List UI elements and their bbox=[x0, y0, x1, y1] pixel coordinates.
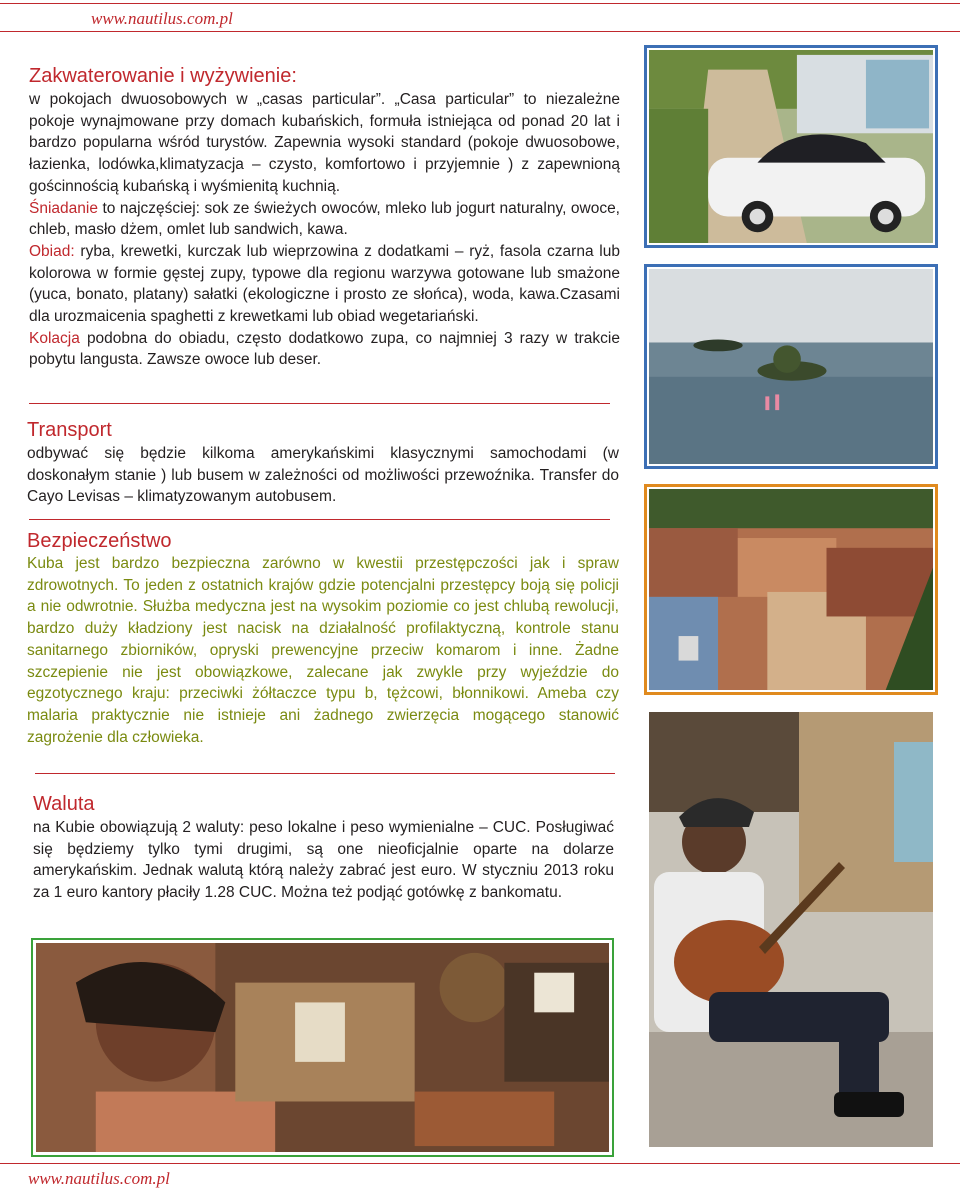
section-divider bbox=[29, 403, 610, 404]
safety-heading: Bezpieczeństwo bbox=[27, 530, 172, 552]
currency-text: na Kubie obowiązują 2 waluty: peso lokalne i peso wymienialne – CUC. Posługiwać się będziemy tylko tymi drugimi, są one nieoficjalnie oparte na dolarze amerykańskim. Jednak walutą którą należy zabrać jest euro. W styczniu 2013 roku za 1 euro kantory płaciły 1.28 CUC. Można też podjąć gotówkę z bankomatu. bbox=[33, 819, 614, 902]
town-rooftops-photo bbox=[644, 484, 938, 695]
lunch-label: Obiad: bbox=[29, 242, 75, 260]
transport-text: odbywać się będzie kilkoma amerykańskimi klasycznymi samochodami (w doskonałym stanie ) lub busem w zależności od możliwości przewoźnika. Transfer do Cayo Levisas – klimatyzowanym autobusem. bbox=[27, 445, 619, 506]
breakfast-label: Śniadanie bbox=[29, 199, 98, 217]
section-divider bbox=[29, 519, 610, 520]
dinner-label: Kolacja bbox=[29, 329, 80, 347]
header-rule-top bbox=[0, 3, 960, 4]
lunch-text: ryba, krewetki, kurczak lub wieprzowina z dodatkami – ryż, fasola czarna lub kolorowa w formie gęstej zupy, typowe dla regionu warzywa gotowane lub smażone (yuca, bonato, platany) sałatki (ekologiczne i prosto ze słońca), woda, kawa.Czasami dla urozmaicenia spaghetti z krewetkami lub obiad wegetariański. bbox=[29, 242, 620, 326]
footer-rule bbox=[0, 1163, 960, 1164]
lagoon-flamingo-photo bbox=[644, 264, 938, 469]
currency-heading: Waluta bbox=[33, 793, 95, 815]
lunch-paragraph bbox=[29, 241, 620, 328]
breakfast-text: to najczęściej: sok ze świeżych owoców, mleko lub jogurt naturalny, owoce, chleb, masło dżem, omlet lub sandwich, kawa. bbox=[29, 199, 620, 239]
accommodation-body bbox=[29, 89, 620, 371]
safety-text: Kuba jest bardzo bezpieczna zarówno w kwestii przestępczości jak i spraw zdrowotnych. To jeden z ostatnich krajów gdzie potencjalni przestępcy boją się policji a nie odwrotnie. Służba medyczna jest na wysokim poziomie co jest chlubą rewolucji, bardzo duży kładziony jest nacisk na działalność profilaktyczną, kontrole stanu sanitarnego zbiorników, opryski prewencyjne przeciw komarom i inne. Żadne szczepienie nie jest obowiązkowe, zalecane jak zwykle przy wyjeździe do egzotycznego kraju: przeciwki żółtaczce typu b, tężcowi, błonnikowi. Ameba czy malaria praktycznie nie istnieje ani żadnego zwierzęcia mogącego stanowić zagrożenie dla człowieka. bbox=[27, 555, 619, 746]
header-rule-bottom bbox=[0, 31, 960, 32]
guitarist-photo bbox=[649, 712, 933, 1147]
breakfast-paragraph bbox=[29, 198, 620, 241]
classic-car-photo bbox=[644, 45, 938, 248]
header-site-url[interactable]: www.nautilus.com.pl bbox=[91, 9, 233, 28]
cigar-roller-photo bbox=[31, 938, 614, 1157]
dinner-text: podobna do obiadu, często dodatkowo zupa, co najmniej 3 razy w trakcie pobytu langusta. Zawsze owoce lub deser. bbox=[29, 329, 620, 369]
dinner-paragraph bbox=[29, 328, 620, 371]
accommodation-heading: Zakwaterowanie i wyżywienie: bbox=[29, 65, 297, 87]
accommodation-intro: w pokojach dwuosobowych w „casas particular”. „Casa particular” to niezależne pokoje wynajmowane przy domach kubańskich, formuła istniejąca od ponad 20 lat i bardzo popularna wśród turystów. Zapewnia wysoki standard (pokoje dwuosobowe, łazienka, lodówka,klimatyzacja – czysto, komfortowo i przyjemnie ) z zapewnioną gościnnością kubańską i wyśmienitą kuchnią. bbox=[29, 91, 620, 195]
footer-site-url[interactable]: www.nautilus.com.pl bbox=[28, 1169, 170, 1188]
section-divider bbox=[35, 773, 615, 774]
transport-heading: Transport bbox=[27, 419, 112, 441]
